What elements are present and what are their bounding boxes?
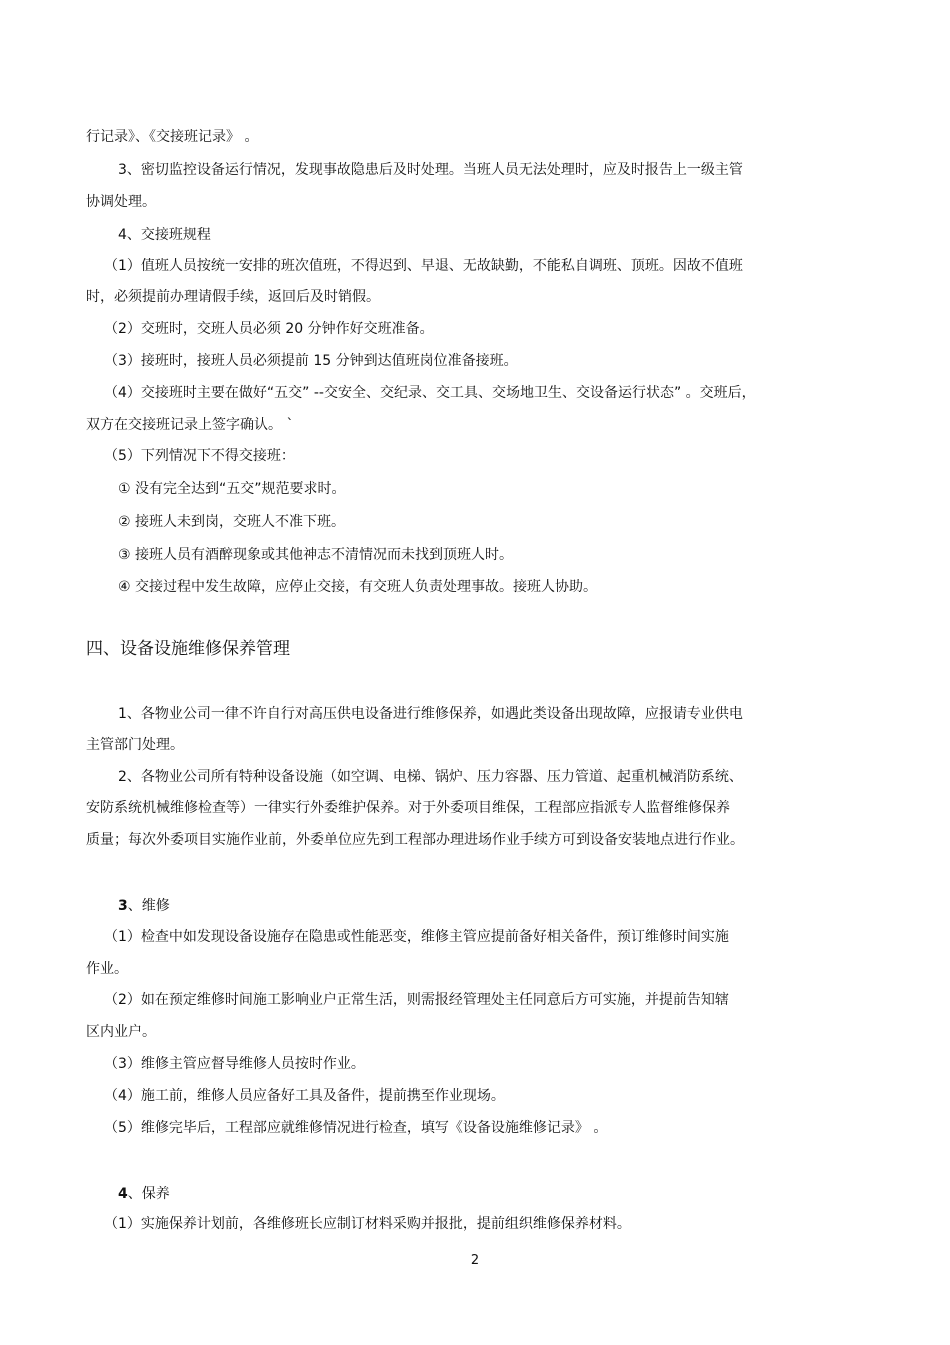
text-line: （4）施工前，维修人员应备好工具及备件，提前携至作业现场。: [104, 1088, 505, 1104]
text-line: 时，必须提前办理请假手续，返回后及时销假。: [86, 289, 380, 305]
text-line: 作业。: [86, 961, 128, 977]
text-line: （1）检查中如发现设备设施存在隐患或性能恶变，维修主管应提前备好相关备件，预订维修时间实施: [104, 929, 729, 945]
text-line: 协调处理。: [86, 194, 156, 210]
text-line: 1、各物业公司一律不许自行对高压供电设备进行维修保养，如遇此类设备出现故障，应报请专业供电: [118, 706, 743, 722]
text-line: （5）维修完毕后，工程部应就维修情况进行检查，填写《设备设施维修记录》 。: [104, 1120, 608, 1136]
text-line: （2）如在预定维修时间施工影响业户正常生活，则需报经管理处主任同意后方可实施，并提前告知辖: [104, 992, 729, 1008]
subsection-heading-repair: [118, 896, 170, 916]
text-line: （1）实施保养计划前，各维修班长应制订材料采购并报批，提前组织维修保养材料。: [104, 1216, 631, 1232]
list-item: ① 没有完全达到“五交”规范要求时。: [118, 481, 346, 497]
text-line: 区内业户。: [86, 1024, 156, 1040]
page-number: 2: [470, 1253, 480, 1268]
text-line: （3）维修主管应督导维修人员按时作业。: [104, 1056, 365, 1072]
section-title: 四、设备设施维修保养管理: [86, 639, 290, 659]
text-line: （2）交班时，交班人员必须 20 分钟作好交班准备。: [104, 321, 434, 337]
text-line: 质量；每次外委项目实施作业前，外委单位应先到工程部办理进场作业手续方可到设备安装地点进行作业。: [86, 832, 744, 848]
heading-number: 3: [118, 898, 128, 914]
heading-number: 4: [118, 1186, 128, 1202]
list-item: ③ 接班人员有酒醉现象或其他神志不清情况而未找到顶班人时。: [118, 547, 513, 563]
text-line: 主管部门处理。: [86, 737, 184, 753]
heading-text: 、维修: [127, 898, 170, 914]
text-line: （4）交接班时主要在做好“五交” --交安全、交纪录、交工具、交场地卫生、交设备运行状态” 。交班后，: [104, 385, 756, 401]
list-item: ② 接班人未到岗，交班人不准下班。: [118, 514, 346, 530]
text-line: （3）接班时，接班人员必须提前 15 分钟到达值班岗位准备接班。: [104, 353, 518, 369]
text-line: 行记录》、《交接班记录》 。: [86, 129, 259, 145]
text-line: （5）下列情况下不得交接班：: [104, 448, 295, 464]
heading-text: 、保养: [127, 1186, 170, 1202]
text-line: 安防系统机械维修检查等）一律实行外委维护保养。对于外委项目维保，工程部应指派专人监督维修保养: [86, 800, 730, 816]
text-line: 4、交接班规程: [118, 227, 211, 243]
text-line: 2、各物业公司所有特种设备设施（如空调、电梯、锅炉、压力容器、压力管道、起重机械消防系统、: [118, 769, 743, 785]
text-line: （1）值班人员按统一安排的班次值班，不得迟到、早退、无故缺勤，不能私自调班、顶班。因故不值班: [104, 258, 743, 274]
subsection-heading-maintenance: [118, 1184, 170, 1204]
text-line: 3、密切监控设备运行情况，发现事故隐患后及时处理。当班人员无法处理时，应及时报告上一级主管: [118, 162, 743, 178]
text-line: 双方在交接班记录上签字确认。 `: [86, 417, 294, 433]
list-item: ④ 交接过程中发生故障，应停止交接，有交班人负责处理事故。接班人协助。: [118, 579, 597, 595]
